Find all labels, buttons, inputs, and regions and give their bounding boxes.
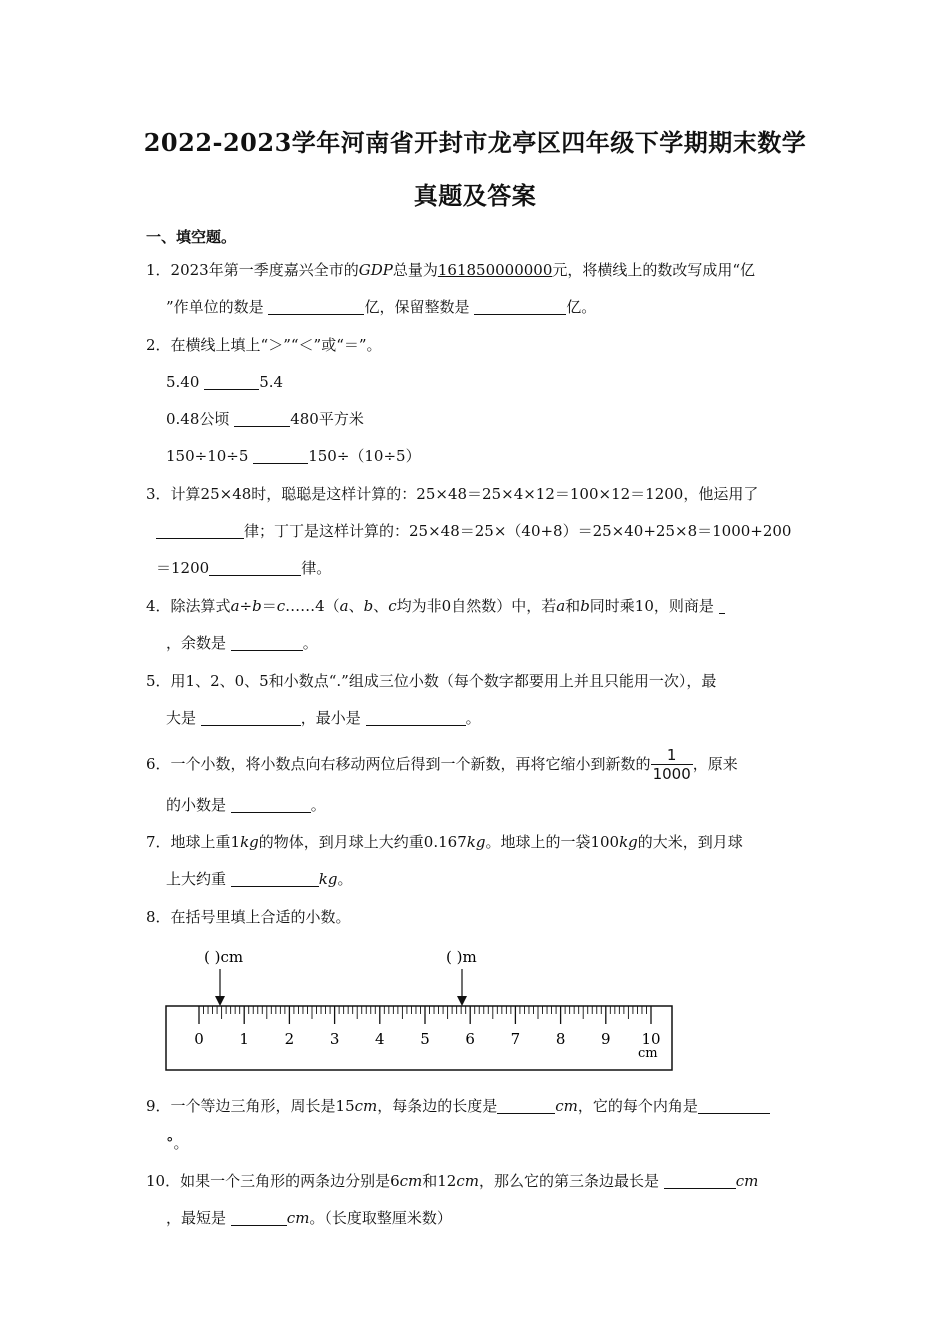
question-10-line2: ，最短是 cm。（长度取整厘米数） — [166, 1209, 452, 1227]
comparison-row: 5.40 5.4 — [166, 373, 284, 391]
ruler-label-right: ( )m — [446, 948, 477, 966]
ruler-tick-label: 4 — [375, 1030, 385, 1048]
question-9: 9．一个等边三角形，周长是15cm，每条边的长度是 cm，它的每个内角是 — [146, 1095, 770, 1117]
ruler-figure — [160, 940, 680, 1080]
ruler-tick-label: 5 — [420, 1030, 430, 1048]
answer-blank[interactable] — [268, 298, 364, 315]
question-number: 3． — [146, 485, 171, 503]
ruler-tick-label: 2 — [284, 1030, 295, 1048]
question-number: 10． — [146, 1172, 181, 1190]
question-6-line2: 的小数是 。 — [166, 796, 326, 814]
arrow-head-right — [457, 996, 467, 1006]
ruler-tick-label: 3 — [329, 1030, 340, 1048]
fraction: $\frac{1}{1000}$ — [652, 746, 691, 783]
gdp-value: 161850000000 — [437, 261, 553, 279]
document-title-line2: 真题及答案 — [413, 181, 537, 210]
answer-blank[interactable] — [497, 1097, 555, 1114]
ruler-tick-label: 6 — [465, 1030, 475, 1048]
question-number: 5． — [146, 672, 171, 690]
question-3-line3: ＝1200 律。 — [156, 559, 332, 577]
question-3: 3．计算25×48时，聪聪是这样计算的：25×48＝25×4×12＝100×12＝1200，他运用了 — [146, 485, 759, 503]
question-1: 1．2023年第一季度嘉兴全市的GDP总量为161850000000元，将横线上的数改写成用“亿 — [146, 261, 756, 279]
answer-blank[interactable] — [253, 447, 308, 464]
answer-blank[interactable] — [231, 870, 319, 887]
question-5: 5．用1、2、0、5和小数点“.”组成三位小数（每个数字都要用上并且只能用一次），最 — [146, 672, 717, 690]
question-7: 7．地球上重1kg的物体，到月球上大约重0.167kg。地球上的一袋100kg的大米，到月球 — [146, 833, 743, 851]
answer-blank[interactable] — [156, 522, 244, 539]
question-3-line2: 律；丁丁是这样计算的：25×48＝25×（40+8）＝25×40+25×8＝1000+200 — [156, 520, 791, 542]
question-2: 2．在横线上填上“＞”“＜”或“＝”。 — [146, 336, 382, 354]
answer-blank[interactable] — [204, 373, 259, 390]
question-10: 10．如果一个三角形的两条边分别是6cm和12cm，那么它的第三条边最长是 cm — [146, 1172, 759, 1190]
answer-blank[interactable] — [474, 298, 566, 315]
ruler-tick-label: 1 — [239, 1030, 249, 1048]
answer-blank[interactable] — [366, 709, 466, 726]
ruler-tick-label: 7 — [510, 1030, 521, 1048]
ruler-tick-label: 10 — [641, 1030, 661, 1048]
ruler-ticks — [199, 1006, 651, 1024]
question-9-line2: °。 — [166, 1134, 189, 1152]
ruler-tick-label: 0 — [194, 1030, 204, 1048]
ruler-label-left: ( )cm — [204, 948, 244, 966]
question-1-line2: ”作单位的数是 亿，保留整数是 亿。 — [166, 298, 597, 316]
question-number: 2． — [146, 336, 171, 354]
answer-blank[interactable] — [231, 796, 311, 813]
answer-blank[interactable] — [231, 634, 303, 651]
answer-blank[interactable] — [201, 709, 301, 726]
question-number: 7． — [146, 833, 171, 851]
question-number: 8． — [146, 908, 171, 926]
ruler-numbers — [194, 1030, 660, 1048]
question-number: 9． — [146, 1097, 171, 1115]
answer-blank[interactable] — [231, 1209, 287, 1226]
question-4-line2: ，余数是 。 — [166, 634, 318, 652]
question-number: 4． — [146, 597, 171, 615]
question-number: 6． — [146, 755, 171, 773]
question-8: 8．在括号里填上合适的小数。 — [146, 908, 351, 926]
ruler-tick-label: 8 — [555, 1030, 566, 1048]
answer-blank[interactable] — [234, 410, 290, 427]
question-number: 1． — [146, 261, 171, 279]
arrow-head-left — [215, 996, 225, 1006]
answer-blank[interactable] — [664, 1172, 736, 1189]
comparison-row: 0.48公顷 480平方米 — [166, 410, 364, 428]
question-4: 4．除法算式a÷b＝c……4（a、b、c均为非0自然数）中，若a和b同时乘10，则商是 — [146, 595, 725, 617]
answer-blank[interactable] — [719, 597, 725, 614]
question-6: 6．一个小数，将小数点向右移动两位后得到一个新数，再将它缩小到新数的 $\frac{1}{1000}$ ，原来 — [146, 746, 738, 783]
question-5-line2: 大是 ，最小是 。 — [166, 709, 481, 727]
answer-blank[interactable] — [698, 1097, 770, 1114]
document-title-line1: 2022-2023学年河南省开封市龙亭区四年级下学期期末数学 — [143, 128, 807, 157]
section-heading: 一、填空题。 — [146, 228, 237, 246]
answer-blank[interactable] — [209, 559, 301, 576]
ruler-unit: cm — [638, 1046, 658, 1061]
comparison-row: 150÷10÷5 150÷（10÷5） — [166, 447, 421, 465]
ruler-tick-label: 9 — [601, 1030, 611, 1048]
question-7-line2: 上大约重 kg。 — [166, 870, 353, 888]
